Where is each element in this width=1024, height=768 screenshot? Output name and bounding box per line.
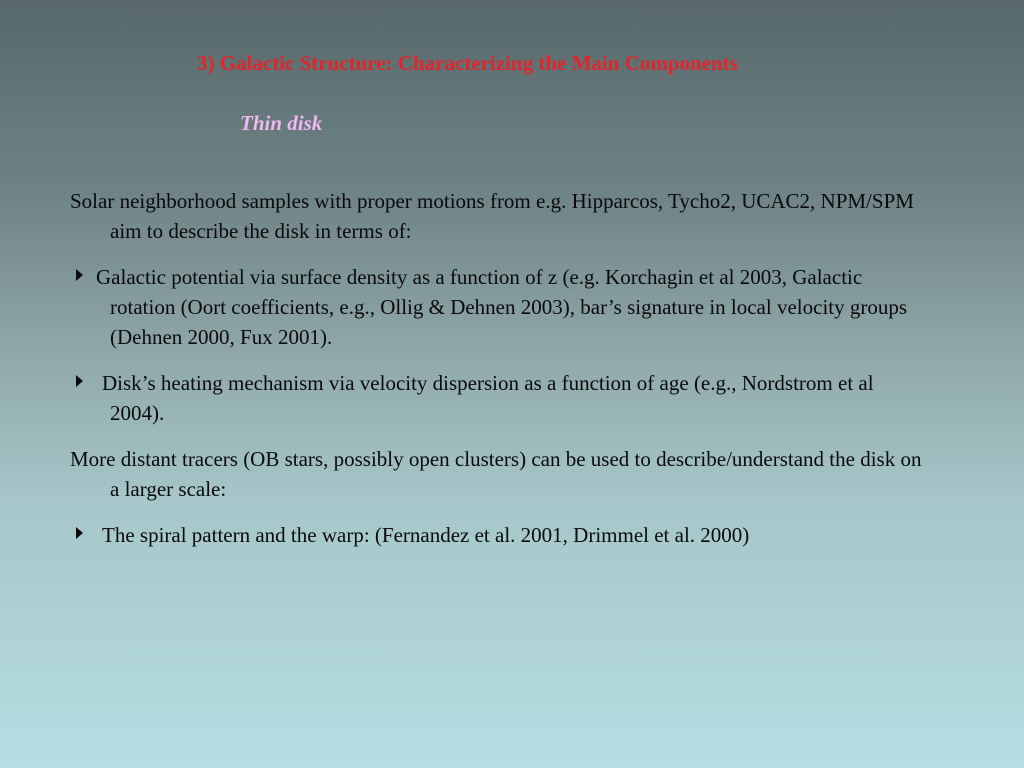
bullet-galactic-potential [70,262,930,352]
slide-body [70,186,930,566]
triangle-right-icon [76,368,88,398]
tracers-paragraph: More distant tracers (OB stars, possibly open clusters) can be used to describe/understand the disk on a larger scale: [70,447,922,501]
triangle-right-icon [76,262,88,292]
bullet-text: The spiral pattern and the warp: (Fernandez et al. 2001, Drimmel et al. 2000) [102,523,750,547]
bullet-spiral-pattern [70,520,930,550]
bullet-disk-heating [70,368,930,428]
slide-title: 3) Galactic Structure: Characterizing the Main Components [197,51,738,75]
bullet-text: Galactic potential via surface density as a function of z (e.g. Korchagin et al 2003, Galactic rotation (Oort coefficients, e.g., Ollig & Dehnen 2003), bar’s signature in local velocity groups (Dehnen 2000, Fux 2001). [96,265,908,349]
section-subtitle: Thin disk [240,111,323,135]
triangle-right-icon [76,520,88,550]
bullet-text: Disk’s heating mechanism via velocity dispersion as a function of age (e.g., Nordstrom et al 2004). [102,371,874,425]
intro-paragraph: Solar neighborhood samples with proper motions from e.g. Hipparcos, Tycho2, UCAC2, NPM/SPM aim to describe the disk in terms of: [70,189,914,243]
